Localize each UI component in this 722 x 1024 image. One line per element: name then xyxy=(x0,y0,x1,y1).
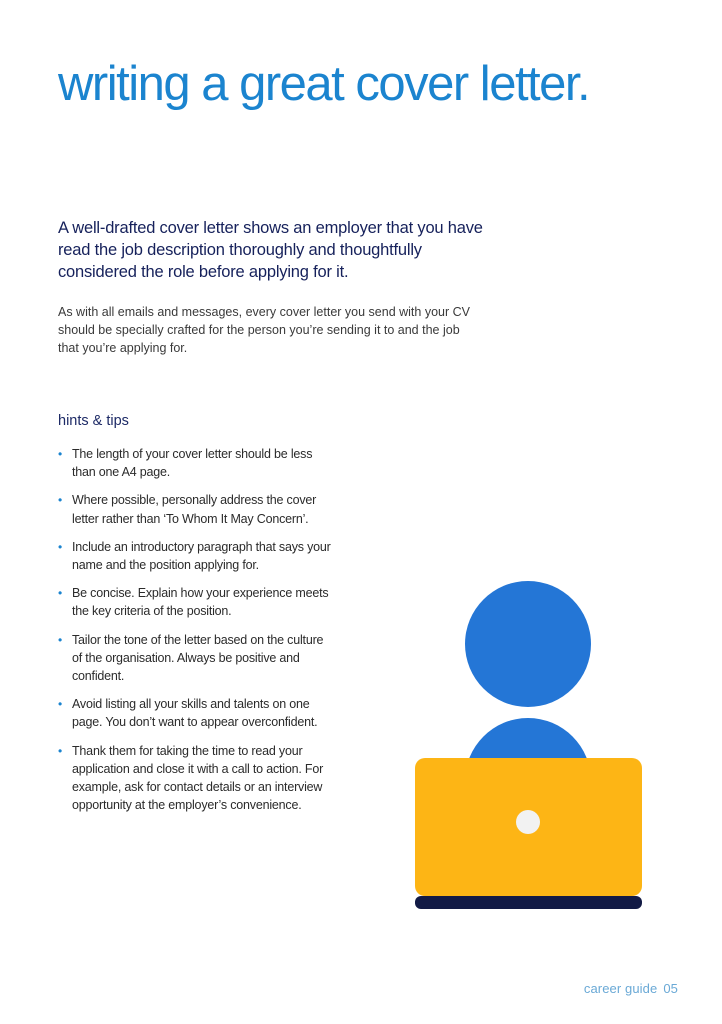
tips-heading: hints & tips xyxy=(58,413,129,429)
body-paragraph: As with all emails and messages, every cover letter you send with your CV should be specially crafted for the person you’re sending it to and the job that you’re applying for. xyxy=(58,305,470,355)
page-number: 05 xyxy=(663,981,678,996)
footer-label: career guide xyxy=(583,981,658,996)
tip-text: The length of your cover letter should be less than one A4 page. xyxy=(72,447,313,480)
person-at-laptop-illustration xyxy=(410,575,650,915)
laptop-base xyxy=(415,896,642,909)
bullet-icon: • xyxy=(58,697,63,712)
tip-text: Avoid listing all your skills and talents on one page. You don’t want to appear overconfident. xyxy=(72,697,318,730)
bullet-icon: • xyxy=(58,539,63,554)
tip-item xyxy=(58,631,333,686)
bullet-icon: • xyxy=(58,493,63,508)
lead-paragraph: A well-drafted cover letter shows an employer that you have read the job description thoroughly and thoughtfully considered the role before applying for it. xyxy=(58,219,483,281)
tip-text: Include an introductory paragraph that says your name and the position applying for. xyxy=(72,539,331,573)
bullet-icon: • xyxy=(58,447,63,461)
bullet-icon: • xyxy=(58,586,63,601)
page-footer xyxy=(584,981,678,996)
tip-item xyxy=(58,695,333,731)
bullet-icon: • xyxy=(58,632,63,647)
tip-item xyxy=(58,742,333,815)
tip-text: Where possible, personally address the cover letter rather than ‘To Whom It May Concern’. xyxy=(72,493,317,526)
tip-item xyxy=(58,445,333,481)
person-head xyxy=(465,581,591,707)
bullet-icon: • xyxy=(58,743,63,758)
tip-text: Be concise. Explain how your experience meets the key criteria of the position. xyxy=(72,586,329,619)
tip-item xyxy=(58,538,333,574)
page-title: writing a great cover letter. xyxy=(58,57,590,111)
tip-text: Thank them for taking the time to read your application and close it with a call to action. For example, ask for contact details or an interview opportunity at the employer’s convenience. xyxy=(72,743,324,813)
tip-item xyxy=(58,584,333,620)
webcam-dot xyxy=(516,810,540,834)
tip-item xyxy=(58,491,333,527)
tips-list xyxy=(58,445,333,824)
person-at-laptop-icon xyxy=(410,575,650,915)
tip-text: Tailor the tone of the letter based on the culture of the organisation. Always be positive and confident. xyxy=(72,632,324,684)
